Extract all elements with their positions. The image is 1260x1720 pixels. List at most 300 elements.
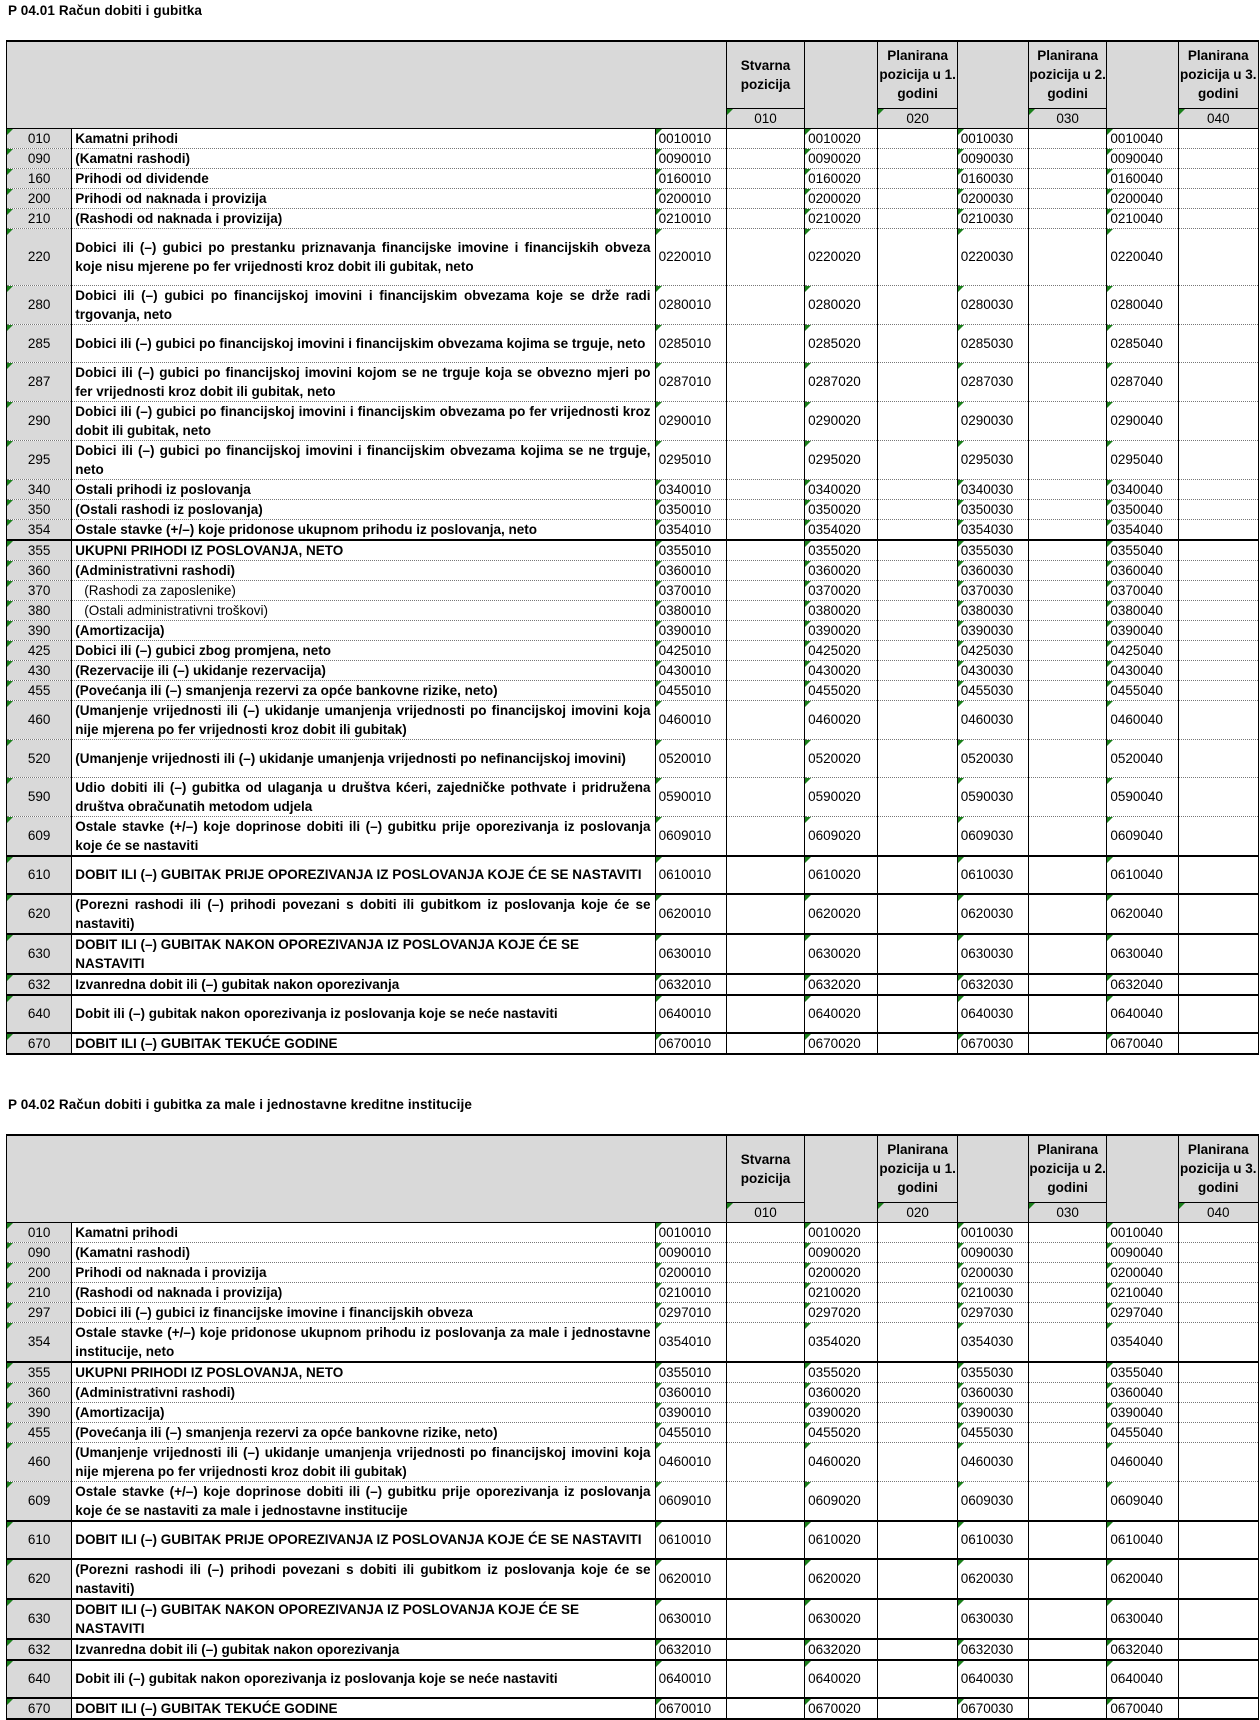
cell-code: 0632020 bbox=[805, 1639, 878, 1660]
cell-code: 0355040 bbox=[1107, 1362, 1178, 1383]
value-input-cell[interactable] bbox=[1178, 168, 1258, 188]
value-input-cell[interactable] bbox=[878, 1639, 957, 1660]
value-input-cell[interactable] bbox=[726, 580, 804, 600]
value-input-cell[interactable] bbox=[1029, 1302, 1107, 1322]
value-input-cell[interactable] bbox=[1029, 894, 1107, 934]
value-input-cell[interactable] bbox=[726, 680, 804, 700]
value-input-cell[interactable] bbox=[1029, 1698, 1107, 1719]
cell-code: 0200010 bbox=[655, 1262, 726, 1282]
value-input-cell[interactable] bbox=[878, 1262, 957, 1282]
value-input-cell[interactable] bbox=[1178, 700, 1258, 739]
value-input-cell[interactable] bbox=[878, 974, 957, 995]
value-input-cell[interactable] bbox=[726, 1033, 804, 1054]
cell-code: 0455020 bbox=[805, 680, 878, 700]
value-input-cell[interactable] bbox=[726, 640, 804, 660]
value-input-cell[interactable] bbox=[1178, 680, 1258, 700]
table-row bbox=[7, 995, 1259, 1033]
row-number: 285 bbox=[7, 324, 72, 362]
table-row bbox=[7, 1262, 1259, 1282]
value-input-cell[interactable] bbox=[1029, 208, 1107, 228]
value-input-cell[interactable] bbox=[1178, 934, 1258, 974]
row-label: Prihodi od naknada i provizija bbox=[72, 1262, 655, 1282]
value-input-cell[interactable] bbox=[878, 499, 957, 519]
value-input-cell[interactable] bbox=[1029, 362, 1107, 401]
value-input-cell[interactable] bbox=[878, 1442, 957, 1481]
column-code: 030 bbox=[1029, 108, 1107, 128]
cell-code: 0630030 bbox=[957, 934, 1028, 974]
value-input-cell[interactable] bbox=[878, 1242, 957, 1262]
column-header-020: Planirana pozicija u 1. godini bbox=[878, 41, 957, 108]
value-input-cell[interactable] bbox=[726, 1639, 804, 1660]
row-label: (Porezni rashodi ili (–) prihodi povezani s dobiti ili gubitkom iz poslovanja koje će se nastaviti) bbox=[72, 1559, 655, 1599]
value-input-cell[interactable] bbox=[726, 188, 804, 208]
value-input-cell[interactable] bbox=[878, 168, 957, 188]
value-input-cell[interactable] bbox=[878, 700, 957, 739]
value-input-cell[interactable] bbox=[1029, 499, 1107, 519]
value-input-cell[interactable] bbox=[1178, 208, 1258, 228]
value-input-cell[interactable] bbox=[1178, 620, 1258, 640]
cell-code: 0640040 bbox=[1107, 1660, 1178, 1698]
value-input-cell[interactable] bbox=[726, 285, 804, 324]
value-input-cell[interactable] bbox=[1178, 499, 1258, 519]
value-input-cell[interactable] bbox=[726, 934, 804, 974]
row-number: 609 bbox=[7, 1481, 72, 1521]
value-input-cell[interactable] bbox=[1029, 479, 1107, 499]
cell-code: 0460040 bbox=[1107, 700, 1178, 739]
row-number: 355 bbox=[7, 1362, 72, 1383]
value-input-cell[interactable] bbox=[1029, 1422, 1107, 1442]
cell-code: 0090030 bbox=[957, 148, 1028, 168]
cell-code: 0160040 bbox=[1107, 168, 1178, 188]
value-input-cell[interactable] bbox=[1029, 128, 1107, 148]
value-input-cell[interactable] bbox=[1029, 1442, 1107, 1481]
row-number: 380 bbox=[7, 600, 72, 620]
cell-code: 0390030 bbox=[957, 620, 1028, 640]
value-input-cell[interactable] bbox=[1178, 401, 1258, 440]
value-input-cell[interactable] bbox=[726, 777, 804, 816]
value-input-cell[interactable] bbox=[726, 660, 804, 680]
value-input-cell[interactable] bbox=[726, 600, 804, 620]
table-row bbox=[7, 148, 1259, 168]
value-input-cell[interactable] bbox=[878, 995, 957, 1033]
row-label: Dobici ili (–) gubici po financijskoj imovini i financijskim obvezama kojima se trguje, neto bbox=[72, 324, 655, 362]
value-input-cell[interactable] bbox=[1029, 1362, 1107, 1383]
cell-code: 0290020 bbox=[805, 401, 878, 440]
cell-code: 0590020 bbox=[805, 777, 878, 816]
value-input-cell[interactable] bbox=[1029, 148, 1107, 168]
value-input-cell[interactable] bbox=[878, 1362, 957, 1383]
value-input-cell[interactable] bbox=[726, 1402, 804, 1422]
value-input-cell[interactable] bbox=[1178, 1660, 1258, 1698]
value-input-cell[interactable] bbox=[1178, 856, 1258, 894]
row-number: 210 bbox=[7, 208, 72, 228]
value-input-cell[interactable] bbox=[1029, 777, 1107, 816]
value-input-cell[interactable] bbox=[726, 208, 804, 228]
table-row bbox=[7, 1559, 1259, 1599]
value-input-cell[interactable] bbox=[878, 1322, 957, 1362]
value-input-cell[interactable] bbox=[1178, 1262, 1258, 1282]
row-label: (Rashodi od naknada i provizija) bbox=[72, 208, 655, 228]
value-input-cell[interactable] bbox=[1178, 188, 1258, 208]
cell-code: 0455010 bbox=[655, 1422, 726, 1442]
value-input-cell[interactable] bbox=[1178, 816, 1258, 856]
value-input-cell[interactable] bbox=[878, 1302, 957, 1322]
cell-code: 0455040 bbox=[1107, 1422, 1178, 1442]
cell-code: 0425040 bbox=[1107, 640, 1178, 660]
value-input-cell[interactable] bbox=[726, 1442, 804, 1481]
value-input-cell[interactable] bbox=[1029, 519, 1107, 540]
cell-code: 0285020 bbox=[805, 324, 878, 362]
value-input-cell[interactable] bbox=[878, 362, 957, 401]
row-number: 610 bbox=[7, 1521, 72, 1559]
value-input-cell[interactable] bbox=[878, 1660, 957, 1698]
table-row bbox=[7, 208, 1259, 228]
value-input-cell[interactable] bbox=[1178, 600, 1258, 620]
row-number: 455 bbox=[7, 1422, 72, 1442]
value-input-cell[interactable] bbox=[726, 1242, 804, 1262]
value-input-cell[interactable] bbox=[726, 1660, 804, 1698]
value-input-cell[interactable] bbox=[1029, 700, 1107, 739]
value-input-cell[interactable] bbox=[1029, 1282, 1107, 1302]
value-input-cell[interactable] bbox=[878, 148, 957, 168]
cell-code: 0670040 bbox=[1107, 1033, 1178, 1054]
table-row bbox=[7, 228, 1259, 285]
value-input-cell[interactable] bbox=[878, 440, 957, 479]
value-input-cell[interactable] bbox=[726, 995, 804, 1033]
value-input-cell[interactable] bbox=[1029, 1222, 1107, 1242]
value-input-cell[interactable] bbox=[878, 660, 957, 680]
value-input-cell[interactable] bbox=[1178, 1599, 1258, 1639]
table-row bbox=[7, 188, 1259, 208]
cell-code: 0010020 bbox=[805, 128, 878, 148]
row-label: DOBIT ILI (–) GUBITAK PRIJE OPOREZIVANJA IZ POSLOVANJA KOJE ĆE SE NASTAVITI bbox=[72, 856, 655, 894]
value-input-cell[interactable] bbox=[878, 1402, 957, 1422]
value-input-cell[interactable] bbox=[1178, 560, 1258, 580]
cell-code: 0090020 bbox=[805, 148, 878, 168]
value-input-cell[interactable] bbox=[878, 894, 957, 934]
value-input-cell[interactable] bbox=[1178, 324, 1258, 362]
row-label: (Povećanja ili (–) smanjenja rezervi za opće bankovne rizike, neto) bbox=[72, 1422, 655, 1442]
value-input-cell[interactable] bbox=[1029, 934, 1107, 974]
value-input-cell[interactable] bbox=[1029, 1481, 1107, 1521]
value-input-cell[interactable] bbox=[1178, 1033, 1258, 1054]
value-input-cell[interactable] bbox=[726, 974, 804, 995]
value-input-cell[interactable] bbox=[726, 401, 804, 440]
value-input-cell[interactable] bbox=[726, 1521, 804, 1559]
value-input-cell[interactable] bbox=[1029, 560, 1107, 580]
value-input-cell[interactable] bbox=[1029, 228, 1107, 285]
value-input-cell[interactable] bbox=[1029, 1322, 1107, 1362]
value-input-cell[interactable] bbox=[878, 228, 957, 285]
row-number: 160 bbox=[7, 168, 72, 188]
value-input-cell[interactable] bbox=[1178, 1382, 1258, 1402]
value-input-cell[interactable] bbox=[726, 228, 804, 285]
value-input-cell[interactable] bbox=[1178, 1559, 1258, 1599]
value-input-cell[interactable] bbox=[726, 1322, 804, 1362]
cell-code: 0610030 bbox=[957, 1521, 1028, 1559]
value-input-cell[interactable] bbox=[726, 519, 804, 540]
value-input-cell[interactable] bbox=[1178, 974, 1258, 995]
value-input-cell[interactable] bbox=[1178, 640, 1258, 660]
cell-code: 0620020 bbox=[805, 1559, 878, 1599]
value-input-cell[interactable] bbox=[1178, 1222, 1258, 1242]
value-input-cell[interactable] bbox=[726, 168, 804, 188]
value-input-cell[interactable] bbox=[1029, 974, 1107, 995]
cell-code: 0620010 bbox=[655, 1559, 726, 1599]
value-input-cell[interactable] bbox=[878, 856, 957, 894]
value-input-cell[interactable] bbox=[726, 1698, 804, 1719]
cell-code: 0200040 bbox=[1107, 1262, 1178, 1282]
value-input-cell[interactable] bbox=[1029, 680, 1107, 700]
value-input-cell[interactable] bbox=[878, 1559, 957, 1599]
value-input-cell[interactable] bbox=[1178, 995, 1258, 1033]
row-number: 287 bbox=[7, 362, 72, 401]
value-input-cell[interactable] bbox=[878, 208, 957, 228]
value-input-cell[interactable] bbox=[878, 739, 957, 777]
row-number: 455 bbox=[7, 680, 72, 700]
value-input-cell[interactable] bbox=[1178, 362, 1258, 401]
cell-code: 0632040 bbox=[1107, 1639, 1178, 1660]
value-input-cell[interactable] bbox=[1029, 856, 1107, 894]
row-number: 610 bbox=[7, 856, 72, 894]
value-input-cell[interactable] bbox=[726, 1422, 804, 1442]
value-input-cell[interactable] bbox=[726, 479, 804, 499]
value-input-cell[interactable] bbox=[878, 1382, 957, 1402]
value-input-cell[interactable] bbox=[1029, 660, 1107, 680]
column-code: 020 bbox=[878, 108, 957, 128]
value-input-cell[interactable] bbox=[1029, 168, 1107, 188]
value-input-cell[interactable] bbox=[1029, 1599, 1107, 1639]
value-input-cell[interactable] bbox=[1178, 1481, 1258, 1521]
table-row bbox=[7, 1442, 1259, 1481]
table-row bbox=[7, 894, 1259, 934]
value-input-cell[interactable] bbox=[1178, 1639, 1258, 1660]
cell-code: 0354030 bbox=[957, 1322, 1028, 1362]
value-input-cell[interactable] bbox=[1029, 600, 1107, 620]
value-input-cell[interactable] bbox=[726, 1362, 804, 1383]
value-input-cell[interactable] bbox=[726, 894, 804, 934]
value-input-cell[interactable] bbox=[1029, 640, 1107, 660]
row-number: 360 bbox=[7, 1382, 72, 1402]
value-input-cell[interactable] bbox=[1029, 620, 1107, 640]
cell-code: 0609030 bbox=[957, 1481, 1028, 1521]
value-input-cell[interactable] bbox=[1029, 995, 1107, 1033]
value-input-cell[interactable] bbox=[726, 856, 804, 894]
cell-code: 0354040 bbox=[1107, 519, 1178, 540]
value-input-cell[interactable] bbox=[726, 560, 804, 580]
cell-code: 0609020 bbox=[805, 1481, 878, 1521]
value-input-cell[interactable] bbox=[726, 1481, 804, 1521]
value-input-cell[interactable] bbox=[1029, 1402, 1107, 1422]
value-input-cell[interactable] bbox=[878, 934, 957, 974]
cell-code: 0360030 bbox=[957, 560, 1028, 580]
cell-code: 0340020 bbox=[805, 479, 878, 499]
value-input-cell[interactable] bbox=[726, 1302, 804, 1322]
value-input-cell[interactable] bbox=[1029, 440, 1107, 479]
column-header-010: Stvarna pozicija bbox=[726, 1135, 804, 1202]
value-input-cell[interactable] bbox=[1178, 1442, 1258, 1481]
value-input-cell[interactable] bbox=[878, 777, 957, 816]
row-label: (Amortizacija) bbox=[72, 620, 655, 640]
cell-code: 0630040 bbox=[1107, 934, 1178, 974]
header-blank bbox=[7, 1135, 727, 1222]
cell-code: 0350030 bbox=[957, 499, 1028, 519]
cell-code: 0220010 bbox=[655, 228, 726, 285]
row-label: DOBIT ILI (–) GUBITAK TEKUĆE GODINE bbox=[72, 1698, 655, 1719]
cell-code: 0632040 bbox=[1107, 974, 1178, 995]
value-input-cell[interactable] bbox=[1178, 1402, 1258, 1422]
value-input-cell[interactable] bbox=[1178, 519, 1258, 540]
value-input-cell[interactable] bbox=[878, 620, 957, 640]
value-input-cell[interactable] bbox=[1029, 540, 1107, 561]
cell-code: 0297040 bbox=[1107, 1302, 1178, 1322]
value-input-cell[interactable] bbox=[1178, 128, 1258, 148]
value-input-cell[interactable] bbox=[726, 739, 804, 777]
cell-code: 0210030 bbox=[957, 208, 1028, 228]
value-input-cell[interactable] bbox=[1178, 660, 1258, 680]
value-input-cell[interactable] bbox=[878, 479, 957, 499]
value-input-cell[interactable] bbox=[1178, 1698, 1258, 1719]
value-input-cell[interactable] bbox=[726, 1599, 804, 1639]
value-input-cell[interactable] bbox=[726, 148, 804, 168]
cell-code: 0632030 bbox=[957, 1639, 1028, 1660]
value-input-cell[interactable] bbox=[878, 680, 957, 700]
value-input-cell[interactable] bbox=[1029, 739, 1107, 777]
cell-code: 0295030 bbox=[957, 440, 1028, 479]
cell-code: 0520020 bbox=[805, 739, 878, 777]
value-input-cell[interactable] bbox=[878, 128, 957, 148]
value-input-cell[interactable] bbox=[878, 560, 957, 580]
value-input-cell[interactable] bbox=[1178, 479, 1258, 499]
cell-code: 0220040 bbox=[1107, 228, 1178, 285]
value-input-cell[interactable] bbox=[726, 128, 804, 148]
row-number: 350 bbox=[7, 499, 72, 519]
value-input-cell[interactable] bbox=[1178, 1362, 1258, 1383]
cell-code: 0430010 bbox=[655, 660, 726, 680]
value-input-cell[interactable] bbox=[878, 401, 957, 440]
cell-code: 0200040 bbox=[1107, 188, 1178, 208]
value-input-cell[interactable] bbox=[878, 519, 957, 540]
value-input-cell[interactable] bbox=[1029, 1262, 1107, 1282]
value-input-cell[interactable] bbox=[1178, 739, 1258, 777]
value-input-cell[interactable] bbox=[726, 440, 804, 479]
value-input-cell[interactable] bbox=[726, 816, 804, 856]
value-input-cell[interactable] bbox=[878, 1033, 957, 1054]
value-input-cell[interactable] bbox=[1178, 148, 1258, 168]
cell-code: 0609020 bbox=[805, 816, 878, 856]
value-input-cell[interactable] bbox=[726, 1222, 804, 1242]
value-input-cell[interactable] bbox=[878, 580, 957, 600]
value-input-cell[interactable] bbox=[726, 700, 804, 739]
value-input-cell[interactable] bbox=[878, 1599, 957, 1639]
value-input-cell[interactable] bbox=[1029, 1033, 1107, 1054]
value-input-cell[interactable] bbox=[1178, 540, 1258, 561]
value-input-cell[interactable] bbox=[1178, 580, 1258, 600]
value-input-cell[interactable] bbox=[1029, 816, 1107, 856]
cell-code: 0360030 bbox=[957, 1382, 1028, 1402]
value-input-cell[interactable] bbox=[726, 620, 804, 640]
value-input-cell[interactable] bbox=[1178, 1521, 1258, 1559]
row-number: 670 bbox=[7, 1033, 72, 1054]
value-input-cell[interactable] bbox=[726, 1382, 804, 1402]
value-input-cell[interactable] bbox=[1029, 1559, 1107, 1599]
value-input-cell[interactable] bbox=[878, 324, 957, 362]
section-title-p0401: P 04.01 Račun dobiti i gubitka bbox=[8, 3, 203, 18]
value-input-cell[interactable] bbox=[726, 1262, 804, 1282]
value-input-cell[interactable] bbox=[878, 640, 957, 660]
value-input-cell[interactable] bbox=[1178, 1422, 1258, 1442]
value-input-cell[interactable] bbox=[1178, 228, 1258, 285]
value-input-cell[interactable] bbox=[1029, 1242, 1107, 1262]
value-input-cell[interactable] bbox=[1029, 401, 1107, 440]
row-number: 280 bbox=[7, 285, 72, 324]
row-number: 620 bbox=[7, 894, 72, 934]
value-input-cell[interactable] bbox=[878, 540, 957, 561]
value-input-cell[interactable] bbox=[878, 1698, 957, 1719]
row-label: Dobici ili (–) gubici po financijskoj imovini kojom se ne trguje koja se obvezno mjeri po fer vrijednosti kroz dobit ili gubitak, neto bbox=[72, 362, 655, 401]
cell-code: 0090020 bbox=[805, 1242, 878, 1262]
value-input-cell[interactable] bbox=[878, 1282, 957, 1302]
value-input-cell[interactable] bbox=[726, 362, 804, 401]
value-input-cell[interactable] bbox=[878, 600, 957, 620]
value-input-cell[interactable] bbox=[726, 324, 804, 362]
row-label: (Porezni rashodi ili (–) prihodi povezani s dobiti ili gubitkom iz poslovanja koje će se nastaviti) bbox=[72, 894, 655, 934]
value-input-cell[interactable] bbox=[726, 1559, 804, 1599]
value-input-cell[interactable] bbox=[878, 1481, 957, 1521]
value-input-cell[interactable] bbox=[1178, 285, 1258, 324]
value-input-cell[interactable] bbox=[1178, 777, 1258, 816]
value-input-cell[interactable] bbox=[1178, 894, 1258, 934]
value-input-cell[interactable] bbox=[1178, 440, 1258, 479]
cell-code: 0390040 bbox=[1107, 620, 1178, 640]
value-input-cell[interactable] bbox=[726, 540, 804, 561]
cell-code: 0620010 bbox=[655, 894, 726, 934]
value-input-cell[interactable] bbox=[1178, 1302, 1258, 1322]
value-input-cell[interactable] bbox=[1029, 1660, 1107, 1698]
value-input-cell[interactable] bbox=[878, 188, 957, 208]
value-input-cell[interactable] bbox=[1178, 1242, 1258, 1262]
value-input-cell[interactable] bbox=[1029, 580, 1107, 600]
row-number: 430 bbox=[7, 660, 72, 680]
cell-code: 0460020 bbox=[805, 1442, 878, 1481]
table-row bbox=[7, 934, 1259, 974]
value-input-cell[interactable] bbox=[1029, 188, 1107, 208]
cell-code: 0350040 bbox=[1107, 499, 1178, 519]
cell-code: 0090040 bbox=[1107, 148, 1178, 168]
cell-code: 0670020 bbox=[805, 1033, 878, 1054]
cell-code: 0670030 bbox=[957, 1033, 1028, 1054]
value-input-cell[interactable] bbox=[878, 816, 957, 856]
value-input-cell[interactable] bbox=[726, 499, 804, 519]
value-input-cell[interactable] bbox=[1178, 1322, 1258, 1362]
value-input-cell[interactable] bbox=[1029, 285, 1107, 324]
value-input-cell[interactable] bbox=[878, 1521, 957, 1559]
value-input-cell[interactable] bbox=[1029, 1382, 1107, 1402]
value-input-cell[interactable] bbox=[726, 1282, 804, 1302]
value-input-cell[interactable] bbox=[878, 1222, 957, 1242]
cell-code: 0200020 bbox=[805, 188, 878, 208]
value-input-cell[interactable] bbox=[1029, 1639, 1107, 1660]
cell-code: 0609040 bbox=[1107, 816, 1178, 856]
cell-code: 0350020 bbox=[805, 499, 878, 519]
value-input-cell[interactable] bbox=[878, 285, 957, 324]
value-input-cell[interactable] bbox=[1178, 1282, 1258, 1302]
value-input-cell[interactable] bbox=[1029, 1521, 1107, 1559]
value-input-cell[interactable] bbox=[878, 1422, 957, 1442]
value-input-cell[interactable] bbox=[1029, 324, 1107, 362]
cell-code: 0640030 bbox=[957, 1660, 1028, 1698]
table-row bbox=[7, 560, 1259, 580]
